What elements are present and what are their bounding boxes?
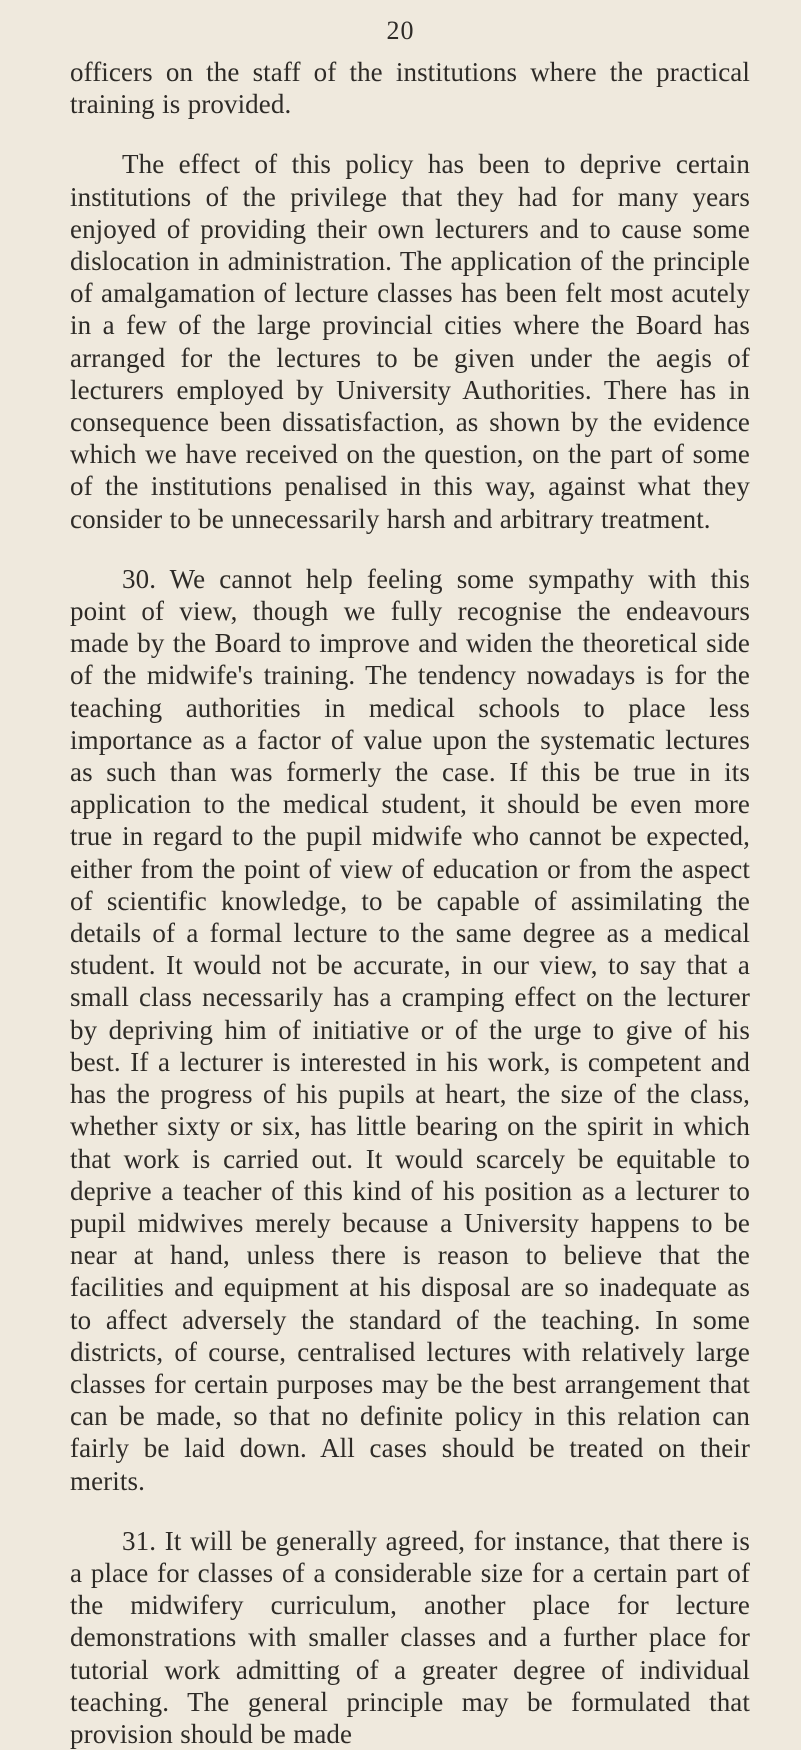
paragraph-policy-effect: The effect of this policy has been to deprive certain institutions of the privilege that they had for many years enjoyed of providing their own lecturers and to cause some dislocation in administration. The application of the principle of amalgamation of lecture classes has been felt most acutely in a few of the large provincial cities where the Board has arranged for the lectures to be given under the aegis of lecturers employed by University Authorities. There has in consequence been dissatisfaction, as shown by the evidence which we have received on the question, on the part of some of the institutions penalised in this way, against what they consider to be unnecessarily harsh and arbitrary treatment. — [70, 149, 750, 534]
page-number: 20 — [386, 16, 415, 45]
body-text — [70, 56, 750, 1750]
paragraph-30: 30. We cannot help feeling some sympathy with this point of view, though we fully recognise the endeavours made by the Board to improve and widen the theoretical side of the midwife's training. The tendency nowadays is for the teaching authorities in medical schools to place less importance as a factor of value upon the systematic lectures as such than was formerly the case. If this be true in its application to the medical student, it should be even more true in regard to the pupil midwife who cannot be expected, either from the point of view of education or from the aspect of scientific knowledge, to be capable of assimilating the details of a formal lecture to the same degree as a medical student. It would not be accurate, in our view, to say that a small class necessarily has a cramping effect on the lecturer by depriving him of initiative or of the urge to give of his best. If a lecturer is interested in his work, is competent and has the progress of his pupils at heart, the size of the class, whether sixty or six, has little bearing on the spirit in which that work is carried out. It would scarcely be equitable to deprive a teacher of this kind of his position as a lecturer to pupil midwives merely because a University happens to be near at hand, unless there is reason to believe that the facilities and equipment at his disposal are so inadequate as to affect adversely the standard of the teaching. In some districts, of course, centralised lectures with relatively large classes for certain purposes may be the best arrangement that can be made, so that no definite policy in this relation can fairly be laid down. All cases should be treated on their merits. — [70, 563, 750, 1496]
paragraph-continuation: officers on the staff of the institutions where the practical training is provided. — [70, 57, 750, 120]
paragraph-31: 31. It will be generally agreed, for instance, that there is a place for classes of a considerable size for a certain part of the midwifery curriculum, another place for lecture demonstrations with smaller classes and a further place for tutorial work admitting of a greater degree of individual teaching. The general principle may be formulated that provision should be made — [70, 1525, 750, 1749]
